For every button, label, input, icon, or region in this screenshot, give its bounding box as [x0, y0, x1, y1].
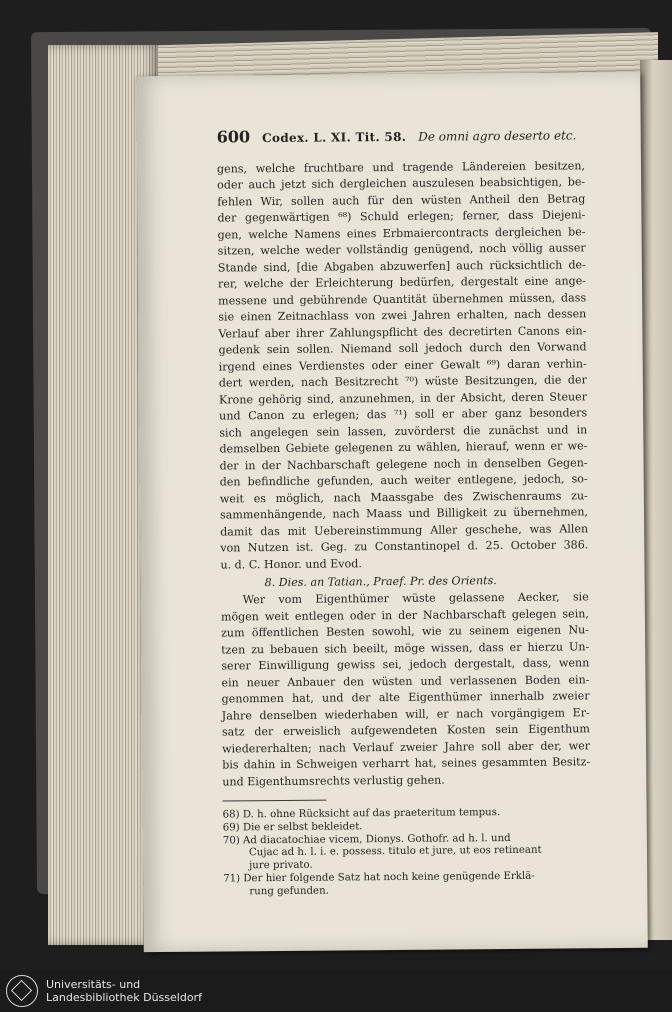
page-number: 600 [216, 127, 251, 147]
text-line: und Canon zu erlegen; das ⁷¹) soll er aber ganz besonders [219, 406, 588, 423]
text-line: Krone gehörig sind, anzunehmen, in der Absicht, deren Steuer [218, 389, 588, 407]
body-paragraph [217, 158, 589, 574]
text-line: fehlen Wir, sollen auch für den wüsten Antheil den Betrag [217, 191, 586, 209]
text-line: sich angelegen sein lassen, zuvörderst die zunächst und in [219, 422, 588, 440]
text-line: wiedererhalten; nach Verlauf zweier Jahre soll aber der, wer [222, 738, 591, 755]
ulb-logo-icon [6, 975, 38, 1007]
text-line: messene und gebührende Quantität übernehmen müssen, dass [218, 290, 587, 308]
footnote: Cujac ad h. l. i. e. possess. titulo et jure, ut eos retineant [248, 845, 542, 859]
footnote: rung gefunden. [249, 885, 329, 898]
text-line: serer Einwilligung gewiss sei, jedoch dergestalt, dass, wenn [221, 656, 590, 673]
text-line: damit das mit Uebereinstimmung Aller geschehe, was Allen [220, 521, 589, 539]
text-line: u. d. C. Honor. und Evod. [220, 556, 362, 571]
footnote-rule [223, 800, 327, 802]
text-line: demselben Gebiete gelegenen zu wählen, hierauf, wenn er we- [219, 439, 588, 456]
text-line: genommen hat, und der alte Eigenthümer innerhalb zweier [221, 689, 590, 706]
footnote: 70) Ad diacatochiae vicem, Dionys. Gothofr. ad h. l. und [222, 832, 511, 847]
text-line: sammenhängende, nach Maass und Billigkeit zu übernehmen, [219, 505, 589, 522]
footnote: jure privato. [249, 859, 313, 872]
text-line: Stande sind, [die Abgaben abzuwerfen] auch rücksichtlich de- [217, 257, 586, 275]
page-text [217, 126, 592, 899]
text-line: Wer vom Eigenthümer wüste gelassene Aecker, sie [242, 590, 589, 607]
text-line: tzen zu bebauen sich beeilt, möge wissen, dass er hierzu Un- [221, 639, 590, 656]
text-line: den befindliche gefunden, auch weiter entlegene, jedoch, so- [219, 472, 588, 489]
footnote: 69) Die er selbst bekleidet. [222, 821, 363, 834]
footnote: 71) Der hier folgende Satz hat noch keine genügende Erklä- [223, 870, 535, 885]
text-line: zum öffentlichen Besten sowohl, wie zu seinem eigenen Nu- [220, 623, 590, 640]
text-line: rer, welche der Erleichterung bedürfen, dergestalt eine ange- [217, 274, 587, 291]
text-line: sitzen, welche weder vollständig genügend, noch völlig ausser [217, 241, 586, 258]
institution-line-2: Landesbibliothek Düsseldorf [46, 991, 202, 1004]
text-line: und Eigenthumsrechts verlustig gehen. [222, 773, 445, 788]
institution-name [46, 978, 202, 1004]
footnote: 68) D. h. ohne Rücksicht auf das praeteritum tempus. [222, 807, 501, 821]
header-subtitle: De omni agro deserto etc. [418, 128, 577, 144]
text-line: ein neuer Anbauer den wüsten und verlassenen Boden ein- [221, 672, 590, 689]
text-line: mögen weit entlegen oder in der Nachbarschaft gelegen sein, [220, 606, 589, 623]
text-line: oder auch jetzt sich dergleichen auszulesen beabsichtigen, be- [217, 175, 586, 192]
text-line: bis dahin in Schweigen verharrt hat, seines gesammten Besitz- [222, 755, 591, 772]
section-heading: 8. Dies. an Tatian., Praef. Pr. des Orients. [264, 574, 497, 590]
text-line: gen, welche Namens eines Erbmaiercontracts dergleichen be- [217, 224, 586, 242]
text-line: gens, welche fruchtbare und tragende Ländereien besitzen, [216, 158, 586, 176]
institution-line-1: Universitäts- und [46, 978, 141, 991]
text-line: Jahre denselben wiederhaben will, er nach vorgängigem Er- [221, 705, 590, 722]
text-line: von Nutzen ist. Geg. zu Constantinopel d. 25. October 386. [220, 538, 589, 555]
library-footer [0, 970, 672, 1012]
footnotes [223, 806, 592, 899]
text-line: gedenk sein sollen. Niemand soll jedoch durch den Vorwand [218, 340, 587, 357]
text-line: dert werden, nach Besitzrecht ⁷⁰) wüste Besitzungen, die der [218, 373, 587, 390]
header-title: Codex. L. XI. Tit. 58. [262, 129, 407, 146]
text-line: der in der Nachbarschaft gelegene noch in denselben Gegen- [219, 455, 588, 473]
text-line: weit es möglich, nach Maassgabe des Zwischenraums zu- [219, 488, 588, 506]
text-line: sie einen Zeitnachlass von zwei Jahren erhalten, nach dessen [218, 307, 587, 324]
text-line: irgend eines Verdienstes oder einer Gewalt ⁶⁹) daran verhin- [218, 356, 587, 374]
text-line: Verlauf aber ihrer Zahlungspflicht des decretirten Canons ein- [218, 323, 587, 341]
text-line: satz der erweislich aufgewendeten Kosten sein Eigenthum [221, 722, 590, 739]
section-paragraph [221, 589, 591, 790]
running-head [217, 126, 585, 147]
book-page [136, 72, 648, 952]
text-line: der gegenwärtigen ⁶⁸) Schuld erlegen; ferner, dass Diejeni- [217, 208, 586, 225]
